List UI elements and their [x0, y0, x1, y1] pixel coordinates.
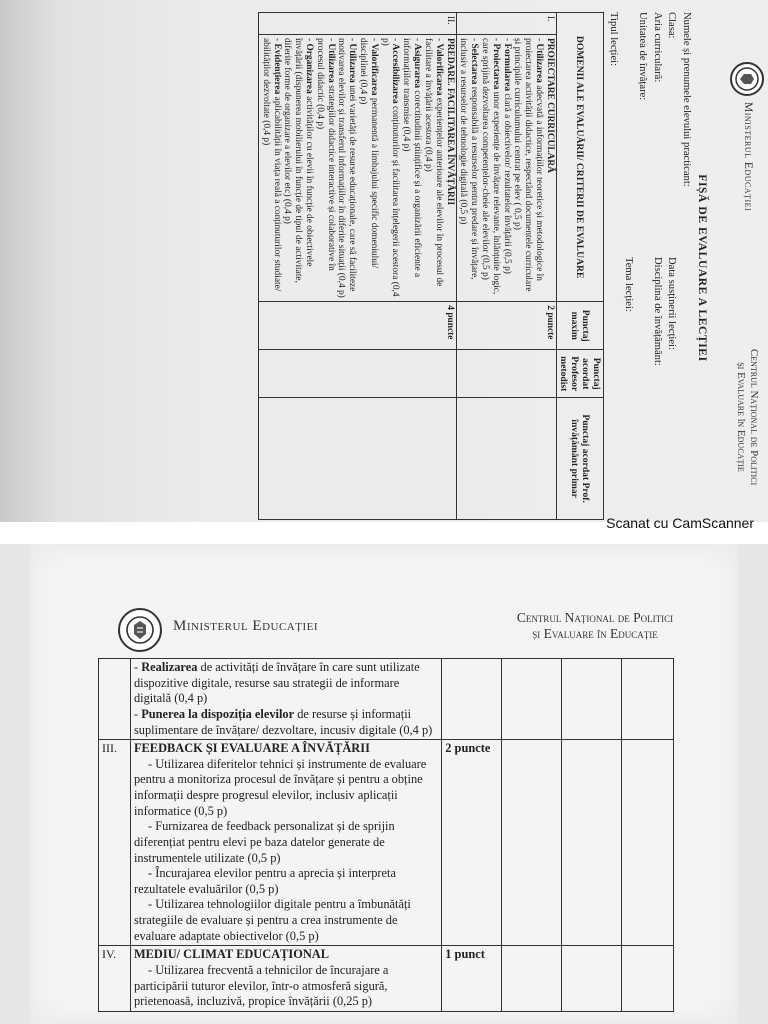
extra-score-cell[interactable] [621, 740, 673, 946]
section-number: IV. [99, 946, 131, 1012]
field-row [663, 12, 678, 522]
criterion-keyword: Organizarea [304, 43, 314, 94]
evaluation-table-page-1 [258, 12, 604, 520]
page-title: FIȘĂ DE EVALUARE A LECȚIEI [696, 174, 708, 362]
field-row [620, 12, 635, 522]
criterion-item: - Utilizarea strategiilor didactice interactive și colaborative în procesul didactic (0,4 p) [314, 37, 336, 271]
section-points: 4 puncte [258, 302, 456, 350]
section-row [99, 946, 674, 1012]
criterion-item: - Utilizarea tehnologiilor digitale pentru a îmbunătăți strategiile de evaluare și pentru a crea instrumente de evaluare adaptate obiectivelor (0,5 p) [133, 897, 411, 943]
criterion-keyword: Accesibilizarea [390, 43, 401, 104]
criterion-item: - Utilizarea frecventă a tehnicilor de încurajare a participării tuturor elevilor, într-o atmosferă sigură, prietenoasă, incluzivă, propice învățării (0,25 p) [133, 962, 389, 1009]
criterion-text: de activități de învățare în care sunt utilizate dispozitive digitale, resurse sau strategii de informare digitală (0,4 p) [133, 660, 420, 706]
section-criteria [130, 946, 441, 1012]
primary-score-cell[interactable] [562, 740, 622, 946]
criterion-item: - Selectarea responsabilă a resurselor pentru predare și învățare, inclusiv a resurselor de tehnologie digitală (0,5 p) [458, 37, 480, 280]
discipline-field: Disciplina de învățământ: [652, 257, 663, 366]
section-criteria [258, 34, 456, 301]
criterion-item: - Utilizarea diferitelor tehnici și instrumente de evaluare pentru a monitoriza procesul de învățare și pentru a obține informații despre progresul elevilor, inclusiv aplicații informatice (0,5 p) [133, 756, 427, 818]
methodist-score-cell[interactable] [456, 350, 556, 398]
scan-page-2 [30, 544, 738, 1024]
lesson-fields [605, 12, 692, 522]
criterion-text: Utilizarea tehnologiilor digitale pentru a îmbunătăți strategiile de evaluare și pentru a crea instrumente de evaluare adaptate obiectivelor (0,5 p) [133, 897, 411, 943]
criterion-item: - Organizarea activităților cu elevii în funcție de obiectivele învățării (dispunerea mobilierului în funcție de tipul de activitate, diferite forme de organizare a elevilor etc) (0,4 p) [282, 37, 314, 283]
continuation-row [99, 659, 674, 740]
criteria-list [134, 757, 438, 945]
criterion-keyword: Asigurarea [412, 43, 423, 89]
primary-score-cell[interactable] [562, 946, 622, 1012]
center-name [734, 312, 760, 522]
criterion-item: - Valorificarea experiențelor anterioare ale elevilor în procesul de facilitare a învățării acestora (0,4 p) [422, 37, 444, 287]
criterion-text: corectitudinii științifice și a organizării eficiente a informațiilor transmise (0,4 p) [401, 37, 423, 278]
criteria-list [260, 38, 444, 298]
criterion-text: experiențelor anterioare ale elevilor în procesul de facilitare a învățării acestora (0,4 p) [422, 37, 444, 287]
criterion-keyword: Valorificarea [433, 43, 444, 96]
criterion-keyword: Realizarea [141, 660, 198, 674]
section-number [99, 659, 131, 740]
scanner-watermark: Scanat cu CamScanner [606, 515, 754, 531]
criterion-item: - Proiectarea unor experiențe de învățare relevante, înlănțuite logic, care sprijină dezvoltarea competențelor-cheie ale elevilor (0,5 p) [480, 37, 501, 295]
criterion-text: Încurajarea elevilor pentru a aprecia și interpreta rezultatele evaluărilor (0,5 p) [133, 866, 396, 896]
primary-score-cell[interactable] [258, 398, 456, 520]
criterion-item: - Încurajarea elevilor pentru a aprecia și interpreta rezultatele evaluărilor (0,5 p) [133, 866, 396, 896]
extra-score-cell[interactable] [621, 659, 673, 740]
criterion-text: de resurse și informații suplimentare de învățare/ dezvoltare, incusiv digitale (0,4 p) [133, 706, 433, 737]
criterion-item: - Accesibilizarea conținuturilor și facilitarea înțelegerii acestora (0,4 p) [379, 37, 401, 297]
criterion-text: adecvată a informațiilor teoretice și metodologice în proiectarea activității didactice, respectând documentele curriculare și principiile curriculumului centrat pe elev ( 0,5 p) [512, 37, 545, 292]
section-row [99, 740, 674, 946]
criterion-item: - Asigurarea corectitudinii științifice și a organizării eficiente a informațiilor transmise (0,4 p) [401, 37, 423, 278]
page-1-rotated-content [92, 12, 768, 522]
center-name-line1: Centrul Național de Politici [748, 348, 760, 486]
student-name-field: Numele și prenumele elevului practicant: [681, 12, 692, 187]
support-date-field: Data susținerii lecției: [666, 257, 678, 350]
methodist-score-cell[interactable] [502, 946, 562, 1012]
section-row [258, 13, 456, 520]
criterion-text: Furnizarea de feedback personalizat și de sprijin diferențiat pentru elevi pe baza datelor generate de instrumentele utilizate (0,5 p) [133, 819, 395, 865]
primary-score-cell[interactable] [456, 398, 556, 520]
methodist-score-cell[interactable] [502, 740, 562, 946]
criteria-list [458, 38, 545, 298]
section-points: 2 puncte [442, 740, 502, 946]
section-number: III. [99, 740, 131, 946]
center-name [460, 610, 730, 642]
domains-header: DOMENII ALE EVALUĂRII/ CRITERII DE EVALUARE [556, 13, 603, 302]
ministry-crest-icon [118, 608, 162, 652]
section-title: MEDIU/ CLIMAT EDUCAȚIONAL [133, 947, 330, 962]
section-criteria [130, 740, 441, 946]
criterion-keyword: Utilizarea [325, 43, 336, 83]
learning-unit-field: Unitatea de învățare: [637, 12, 649, 101]
criterion-keyword: Proiectarea [490, 43, 501, 90]
criterion-keyword: Formularea [501, 43, 512, 92]
criterion-text: permanentă a limbajului specific domeniului/ disciplinei (0,4 p) [358, 37, 379, 269]
criterion-text: activităților cu elevii în funcție de obiectivele învățării (dispunerea mobilierului în funcție de tipul de activitate, diferite forme de organizare a elevilor etc) (0,4 p) [282, 37, 314, 283]
lesson-topic-field: Tema lecției: [623, 257, 634, 312]
methodist-score-cell[interactable] [258, 350, 456, 398]
ministry-name: Ministerul Educației [742, 102, 754, 212]
criterion-item: - Furnizarea de feedback personalizat și de sprijin diferențiat pentru elevi pe baza datelor generate de instrumentele utilizate (0,5 p) [133, 819, 395, 865]
section-number: II. [258, 13, 456, 35]
field-row [649, 12, 664, 522]
table-header-row [556, 13, 603, 520]
center-name-line1: Centrul Național de Politici [516, 610, 674, 625]
criterion-item: - Formularea clară a obiectivelor/ rezultatelor învățării (0,5 p) [501, 37, 512, 274]
section-criteria [456, 34, 556, 301]
ministry-crest-icon [730, 62, 764, 96]
criterion-text: aplicabilității în viața reală a conținuturilor studiate/ abilităților dezvoltate (0,4 p) [260, 37, 282, 292]
center-name-line2: și Evaluare în Educație [734, 362, 747, 472]
criterion-text: unei varietăți de resurse educaționale, care să faciliteze motivarea elevilor și transferul informațiilor în diferite situații (0,4 p) [336, 37, 358, 298]
criterion-item: - Valorificarea permanentă a limbajului specific domeniului/ disciplinei (0,4 p) [358, 37, 379, 269]
section-title: FEEDBACK ȘI EVALUARE A ÎNVĂȚĂRII [133, 741, 370, 756]
criterion-text: Utilizarea frecventă a tehnicilor de încurajare a participării tuturor elevilor, într-o atmosferă sigură, prietenoasă, incluzivă, propice învățării (0,25 p) [133, 962, 389, 1009]
evaluation-table-page-2 [98, 658, 674, 1012]
criterion-text: responsabilă a resurselor pentru predare și învățare, inclusiv a resurselor de tehnologie digitală (0,5 p) [458, 37, 480, 280]
field-row [678, 12, 693, 522]
criterion-item: - Evidențierea aplicabilității în viața reală a conținuturilor studiate/ abilităților dezvoltate (0,4 p) [260, 37, 282, 292]
methodist-score-cell[interactable] [502, 659, 562, 740]
center-name-line2: și Evaluare în Educație [532, 626, 658, 642]
criterion-text: Utilizarea diferitelor tehnici și instrumente de evaluare pentru a monitoriza procesul de învățare și pentru a obține informații despre progresul elevilor, inclusiv aplicații informatice (0,5 p) [133, 756, 427, 818]
primary-points-header: Punctaj acordat Prof. învățământ primar [556, 398, 603, 520]
section-title: PROIECTARE CURRICULARĂ [544, 37, 555, 173]
criterion-item: - Utilizarea adecvată a informațiilor teoretice și metodologice în proiectarea activității didactice, respectând documentele curriculare și principiile curriculumului centrat pe elev ( 0,5 p) [512, 37, 545, 292]
field-row [634, 12, 649, 522]
criterion-text: clară a obiectivelor/ rezultatelor învățării (0,5 p) [501, 91, 512, 274]
section-points: 2 puncte [456, 302, 556, 350]
field-row [605, 12, 620, 522]
criterion-item: - Punerea la dispoziția elevilor de resurse și informații suplimentare de învățare/ dezvoltare, incusiv digitale (0,4 p) [133, 706, 433, 737]
max-points-header: Punctaj maxim [556, 302, 603, 350]
class-field: Clasa: [666, 12, 678, 39]
criterion-item: - Realizarea de activități de învățare în care sunt utilizate dispozitive digitale, resurse sau strategii de informare digitală (0,4 p) [133, 660, 420, 706]
section-criteria [130, 659, 441, 740]
criterion-text: conținuturilor și facilitarea înțelegerii acestora (0,4 p) [379, 37, 401, 297]
section-number: I. [456, 13, 556, 35]
section-row [456, 13, 556, 520]
page-1-header [708, 12, 768, 522]
methodist-points-header: Punctaj acordat Profesor metodist [556, 350, 603, 398]
curricular-area-field: Aria curriculară: [652, 12, 663, 83]
primary-score-cell[interactable] [562, 659, 622, 740]
lesson-type-field: Tipul lecției: [608, 12, 620, 67]
criterion-keyword: Utilizarea [534, 43, 545, 83]
section-points [442, 659, 502, 740]
section-title: PREDARE. FACILITAREA ÎNVĂȚĂRII [444, 37, 455, 206]
criterion-item: - Utilizarea unei varietăți de resurse educaționale, care să faciliteze motivarea elevilor și transferul informațiilor în diferite situații (0,4 p) [336, 37, 358, 298]
criterion-keyword: Selectarea [469, 43, 480, 85]
criterion-keyword: Punerea la dispoziția elevilor [141, 706, 295, 721]
criterion-text: unor experiențe de învățare relevante, înlănțuite logic, care sprijină dezvoltarea competențelor-cheie ale elevilor (0,5 p) [480, 37, 501, 295]
criterion-text: strategiilor didactice interactive și colaborative în procesul didactic (0,4 p) [314, 37, 336, 271]
criteria-list [134, 660, 438, 738]
criterion-keyword: Evidențierea [271, 43, 282, 95]
section-points: 1 punct [442, 946, 502, 1012]
criteria-list [134, 963, 438, 1010]
criterion-keyword: Valorificarea [368, 43, 379, 96]
extra-score-cell[interactable] [621, 946, 673, 1012]
ministry-name: Ministerul Educației [173, 618, 319, 634]
criterion-keyword: Utilizarea [347, 43, 358, 83]
